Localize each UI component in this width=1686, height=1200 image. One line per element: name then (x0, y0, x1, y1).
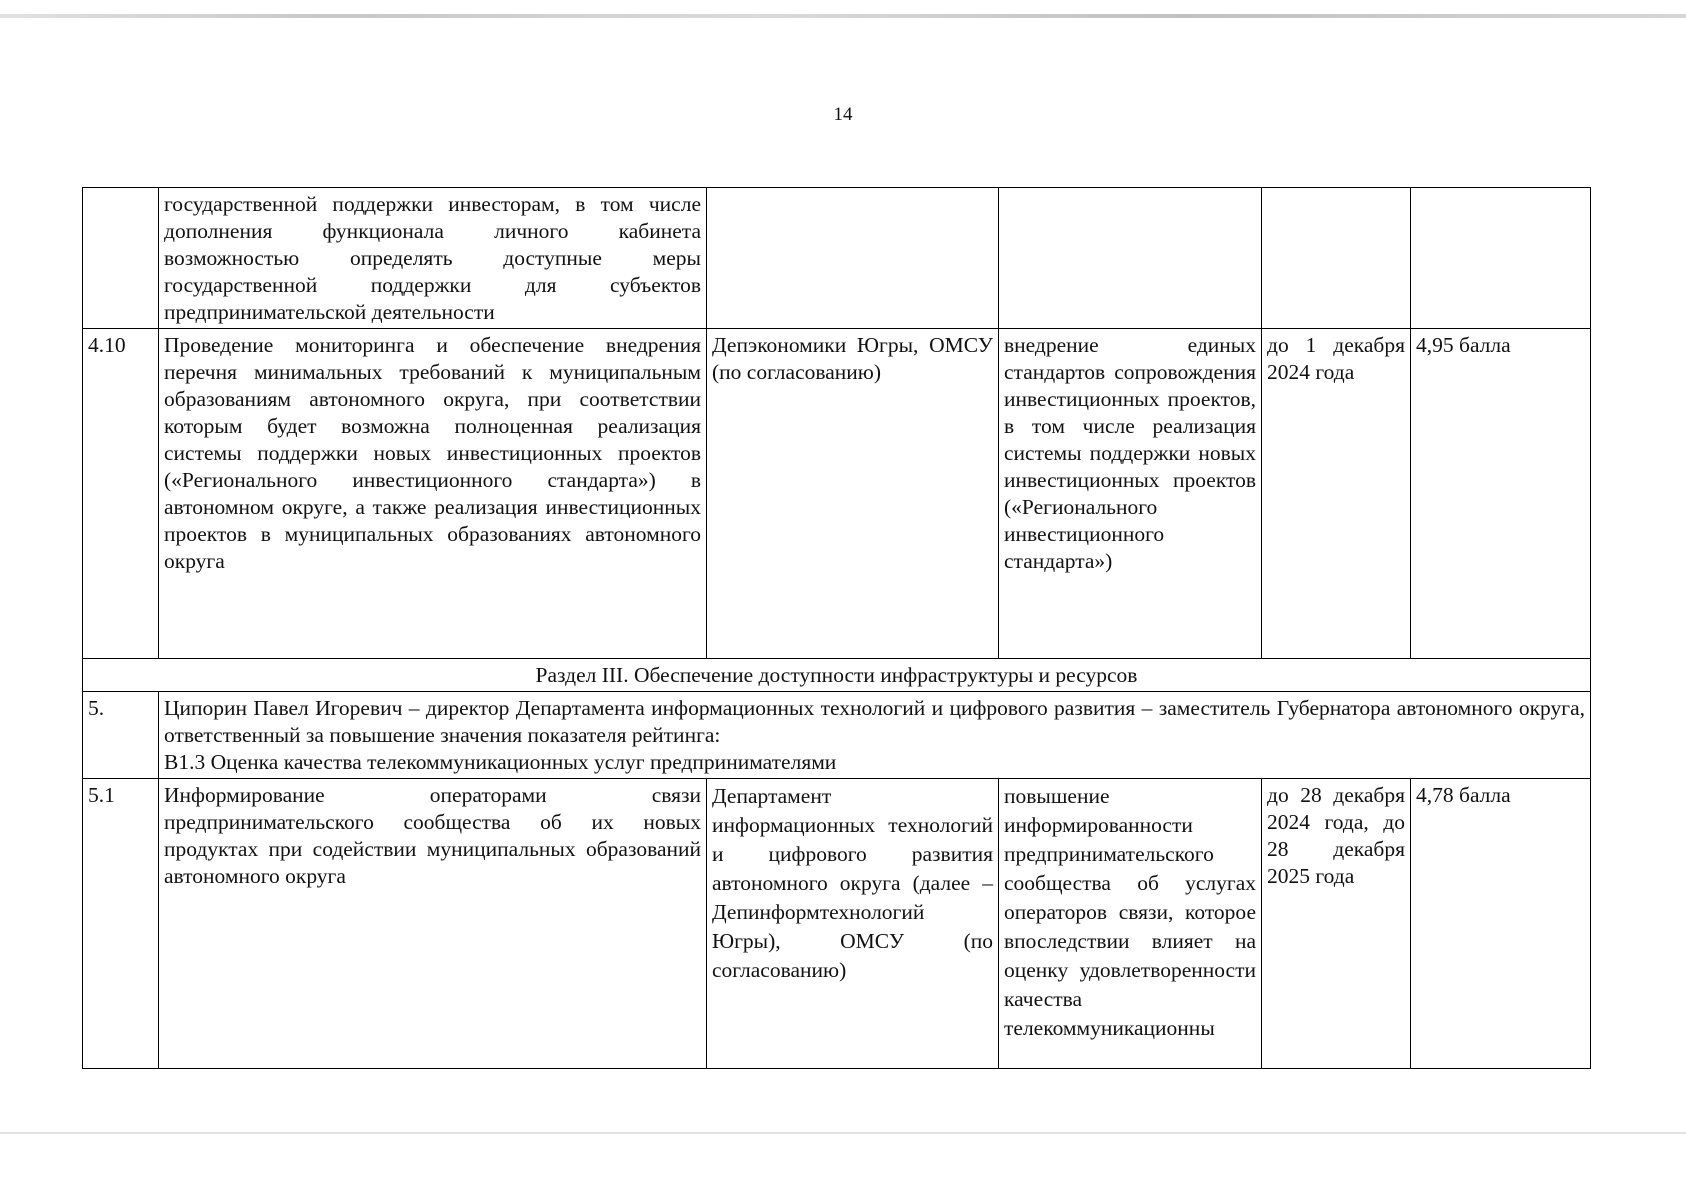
measure-cell: Информирование операторами связи предпринимательского сообщества об их новых продуктах при содействии муниципальных образований автономного округа (159, 779, 707, 1069)
executor-cell: Департамент информационных технологий и цифрового развития автономного округа (далее – Депинформтехнологий Югры), ОМСУ (по согласованию) (707, 779, 999, 1069)
table-row (83, 188, 1591, 329)
result-cell: внедрение единых стандартов сопровождения инвестиционных проектов, в том числе реализация системы поддержки новых инвестиционных проектов («Регионального инвестиционного стандарта») (999, 329, 1262, 659)
table-row (83, 329, 1591, 659)
section-header-row (83, 659, 1591, 692)
row-number-cell: 5.1 (83, 779, 159, 1069)
deadline-cell: до 1 декабря 2024 года (1262, 329, 1411, 659)
scan-artifact-bottom (0, 1132, 1686, 1134)
deadline-cell (1262, 188, 1411, 329)
value-cell: 4,95 балла (1411, 329, 1591, 659)
result-cell (999, 188, 1262, 329)
executor-cell: Депэкономики Югры, ОМСУ (по согласованию) (707, 329, 999, 659)
row-number-cell (83, 188, 159, 329)
result-cell: повышение информированности предпринимательского сообщества об услугах операторов связи, которое впоследствии влияет на оценку удовлетворенности качества телекоммуникационны (999, 779, 1262, 1069)
measure-cell: Проведение мониторинга и обеспечение внедрения перечня минимальных требований к муниципальным образованиям автономного округа, при соответствии которым будет возможна полноценная реализация системы поддержки новых инвестиционных проектов («Регионального инвестиционного стандарта») в автономном округе, а также реализация инвестиционных проектов в муниципальных образованиях автономного округа (159, 329, 707, 659)
responsible-cell (159, 692, 1591, 779)
deadline-cell: до 28 декабря 2024 года, до 28 декабря 2025 года (1262, 779, 1411, 1069)
executor-cell (707, 188, 999, 329)
section-title: Раздел III. Обеспечение доступности инфраструктуры и ресурсов (83, 659, 1591, 692)
responsible-row (83, 692, 1591, 779)
indicator-text: В1.3 Оценка качества телекоммуникационных услуг предпринимателями (164, 750, 837, 774)
value-cell (1411, 188, 1591, 329)
table-row (83, 779, 1591, 1069)
scan-artifact-top (0, 14, 1686, 18)
row-number-cell: 4.10 (83, 329, 159, 659)
measure-cell: государственной поддержки инвесторам, в том числе дополнения функционала личного кабинета возможностью определять доступные меры государственной поддержки для субъектов предпринимательской деятельности (159, 188, 707, 329)
row-number-cell: 5. (83, 692, 159, 779)
action-plan-table (82, 187, 1591, 1069)
responsible-text: Ципорин Павел Игоревич – директор Департамента информационных технологий и цифрового развития – заместитель Губернатора автономного округа, ответственный за повышение значения показателя рейтинга: (164, 696, 1585, 747)
page-number: 14 (833, 104, 853, 125)
value-cell: 4,78 балла (1411, 779, 1591, 1069)
